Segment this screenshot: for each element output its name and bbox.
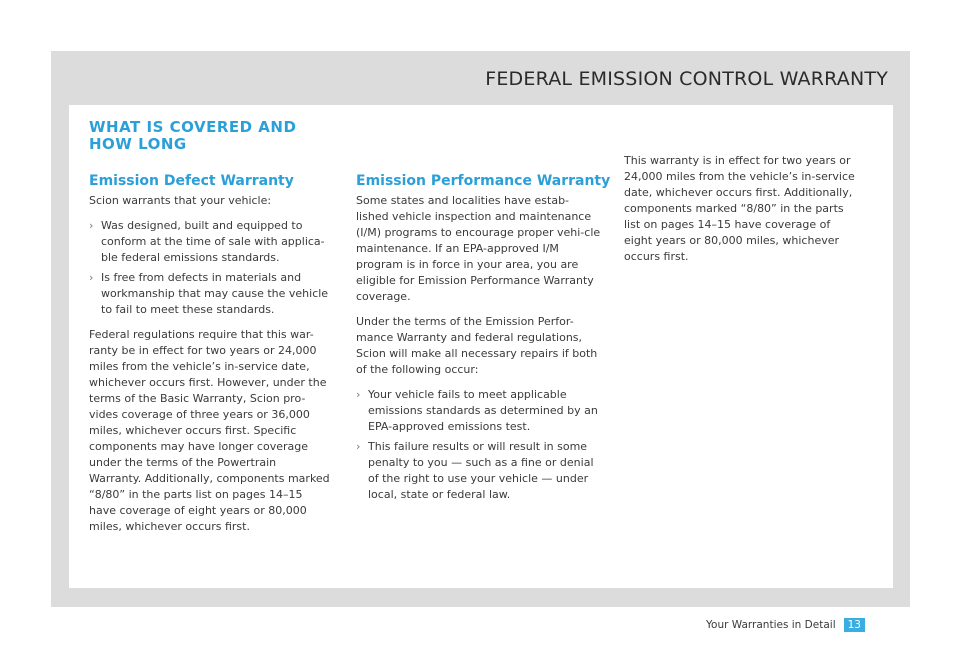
page-title: FEDERAL EMISSION CONTROL WARRANTY xyxy=(485,68,888,90)
emission-defect-bullets xyxy=(89,218,331,318)
list-item-text: Is free from defects in materials and workmanship that may cause the vehicle to fail to meet these standards. xyxy=(101,271,329,316)
page-number-badge: 13 xyxy=(844,618,865,632)
content-panel xyxy=(69,105,893,631)
column-emission-performance xyxy=(356,172,611,512)
page-frame xyxy=(51,51,910,631)
emission-defect-heading: Emission Defect Warranty xyxy=(89,173,294,189)
column-coverage-duration xyxy=(624,153,860,274)
page-footer xyxy=(706,618,865,632)
section-heading-line-1: WHAT IS COVERED AND xyxy=(89,118,297,136)
chevron-right-icon: › xyxy=(89,219,94,232)
chevron-right-icon: › xyxy=(89,271,94,284)
emission-defect-paragraph: Federal regulations require that this war-ranty be in effect for two years or 24,000 miles from the vehicle’s in-service date, whichever occurs first. However, under the terms of the Basic Warranty, Scion pro-vides coverage of three years or 36,000 miles, whichever occurs first. Specific components may have longer coverage under the terms of the Powertrain Warranty. Additionally, components marked “8/80” in the parts list on pages 14–15 have coverage of eight years or 80,000 miles, whichever occurs first. xyxy=(89,328,330,533)
chevron-right-icon: › xyxy=(356,388,361,401)
emission-performance-paragraph-2: Under the terms of the Emission Perfor-mance Warranty and federal regulations, Scion will make all necessary repairs if both of the following occur: xyxy=(356,315,598,376)
coverage-duration-paragraph: This warranty is in effect for two years or 24,000 miles from the vehicle’s in-service date, whichever occurs first. Additionally, components marked “8/80” in the parts list on pages 14–15 have coverage of eight years or 80,000 miles, whichever occurs first. xyxy=(624,154,855,263)
emission-performance-paragraph-1: Some states and localities have estab-lished vehicle inspection and maintenance (I/M) programs to encourage proper vehi-cle maintenance. If an EPA-approved I/M program is in force in your area, you are eligible for Emission Performance Warranty coverage. xyxy=(356,194,601,303)
emission-performance-bullets xyxy=(356,387,601,503)
chevron-right-icon: › xyxy=(356,440,361,453)
list-item xyxy=(356,439,601,503)
section-heading xyxy=(89,119,296,153)
emission-performance-heading: Emission Performance Warranty xyxy=(356,173,611,189)
list-item xyxy=(89,218,331,266)
list-item xyxy=(356,387,601,435)
emission-defect-intro: Scion warrants that your vehicle: xyxy=(89,194,272,207)
footer-label: Your Warranties in Detail xyxy=(706,619,836,631)
list-item-text: This failure results or will result in some penalty to you — such as a fine or denial of the right to use your vehicle — under local, state or federal law. xyxy=(368,440,594,501)
list-item-text: Was designed, built and equipped to conform at the time of sale with applica-ble federal emissions standards. xyxy=(101,219,325,264)
list-item-text: Your vehicle fails to meet applicable emissions standards as determined by an EPA-approved emissions test. xyxy=(368,388,598,433)
list-item xyxy=(89,270,331,318)
section-heading-line-2: HOW LONG xyxy=(89,135,187,153)
column-emission-defect xyxy=(89,172,331,544)
